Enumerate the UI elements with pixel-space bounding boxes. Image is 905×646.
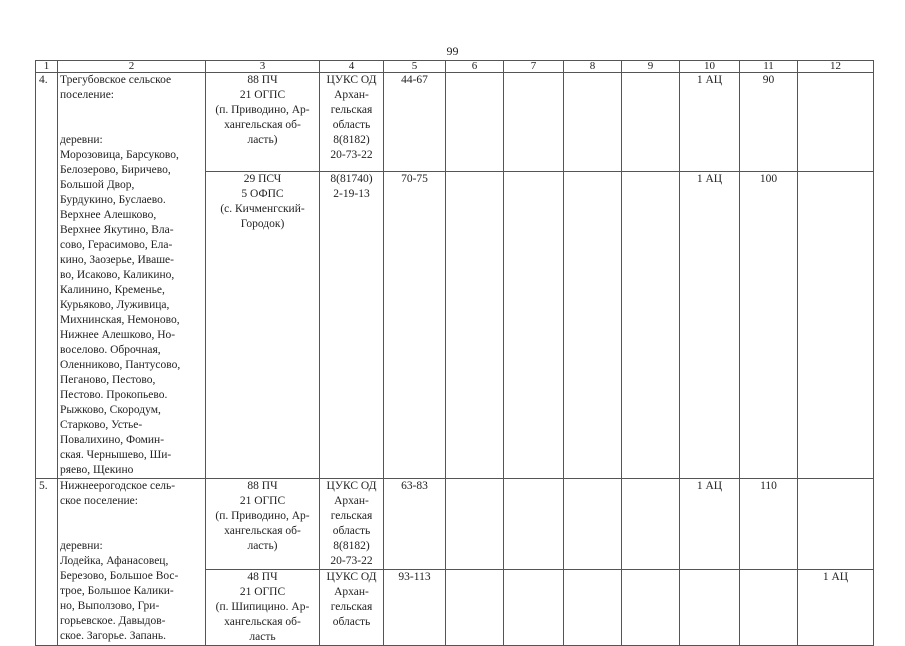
- unit-cell: 29 ПСЧ 5 ОФПС (с. Кичменгский- Городок): [206, 171, 320, 478]
- header-cell: 11: [740, 61, 798, 73]
- empty-cell: [504, 171, 564, 478]
- vehicle-cell: [680, 570, 740, 646]
- vehicle-cell: 1 АЦ: [680, 73, 740, 172]
- dispatch-cell: ЦУКС ОД Архан- гельская область: [320, 570, 384, 646]
- header-row: [36, 61, 874, 73]
- settlement-cell: Нижнеерогодское сель- ское поселение: деревни: Лодейка, Афанасовец, Березово, Большое Вос- трое, Большое Калики- но, Выползово, Гри- горьевское. Давыдов- ское. Загорье. Запань.: [58, 479, 206, 646]
- empty-cell: [504, 479, 564, 570]
- empty-cell: [622, 171, 680, 478]
- vehicle-cell: 1 АЦ: [680, 479, 740, 570]
- header-cell: 6: [446, 61, 504, 73]
- settlement-cell: Трегубовское сельское поселение: деревни: Морозовица, Барсуково, Белозерово, Биричево, Большой Двор, Бурдукино, Буслаево. Верхнее Алешково, Верхнее Якутино, Вла- сово, Герасимово, Ела- кино, Заозерье, Иваше- во, Исаково, Каликино, Калинино, Кременье, Курьяково, Луживица, Михнинская, Немоново, Нижнее Алешково, Но- воселово. Оброчная, Оленниково, Пантусово, Пеганово, Пестово, Пестово. Прокопьево. Рыжково, Скородум, Старково, Устье- Повалихино, Фомин- ская. Чернышево, Ши- ряево, Щекино: [58, 73, 206, 479]
- empty-cell: [622, 570, 680, 646]
- distance-cell: 44-67: [384, 73, 446, 172]
- unit-cell: 88 ПЧ 21 ОГПС (п. Приводино, Ар- хангельская об- ласть): [206, 73, 320, 172]
- empty-cell: [504, 570, 564, 646]
- distance-cell: 93-113: [384, 570, 446, 646]
- header-cell: 3: [206, 61, 320, 73]
- row-index: 5.: [36, 479, 58, 646]
- header-cell: 10: [680, 61, 740, 73]
- time-cell: [740, 570, 798, 646]
- vehicle-cell-12: [798, 171, 874, 478]
- dispatch-cell: ЦУКС ОД Архан- гельская область 8(8182) 20-73-22: [320, 479, 384, 570]
- distance-cell: 70-75: [384, 171, 446, 478]
- header-cell: 9: [622, 61, 680, 73]
- empty-cell: [564, 570, 622, 646]
- empty-cell: [622, 73, 680, 172]
- dispatch-cell: 8(81740) 2-19-13: [320, 171, 384, 478]
- empty-cell: [564, 171, 622, 478]
- empty-cell: [504, 73, 564, 172]
- vehicle-cell: 1 АЦ: [680, 171, 740, 478]
- header-cell: 8: [564, 61, 622, 73]
- unit-cell: 48 ПЧ 21 ОГПС (п. Шипицино. Ар- хангельская об- ласть: [206, 570, 320, 646]
- page-number: 99: [446, 44, 459, 58]
- table-row: [36, 479, 874, 570]
- distance-cell: 63-83: [384, 479, 446, 570]
- empty-cell: [564, 73, 622, 172]
- unit-cell: 88 ПЧ 21 ОГПС (п. Приводино, Ар- хангельская об- ласть): [206, 479, 320, 570]
- empty-cell: [446, 171, 504, 478]
- empty-cell: [446, 73, 504, 172]
- empty-cell: [446, 570, 504, 646]
- fire-coverage-table: [35, 60, 874, 646]
- time-cell: 90: [740, 73, 798, 172]
- empty-cell: [564, 479, 622, 570]
- vehicle-cell-12: 1 АЦ: [798, 570, 874, 646]
- table-row: [36, 73, 874, 172]
- row-index: 4.: [36, 73, 58, 479]
- header-cell: 1: [36, 61, 58, 73]
- time-cell: 100: [740, 171, 798, 478]
- empty-cell: [446, 479, 504, 570]
- header-cell: 5: [384, 61, 446, 73]
- header-cell: 7: [504, 61, 564, 73]
- header-cell: 12: [798, 61, 874, 73]
- dispatch-cell: ЦУКС ОД Архан- гельская область 8(8182) 20-73-22: [320, 73, 384, 172]
- header-cell: 4: [320, 61, 384, 73]
- vehicle-cell-12: [798, 479, 874, 570]
- vehicle-cell-12: [798, 73, 874, 172]
- empty-cell: [622, 479, 680, 570]
- header-cell: 2: [58, 61, 206, 73]
- time-cell: 110: [740, 479, 798, 570]
